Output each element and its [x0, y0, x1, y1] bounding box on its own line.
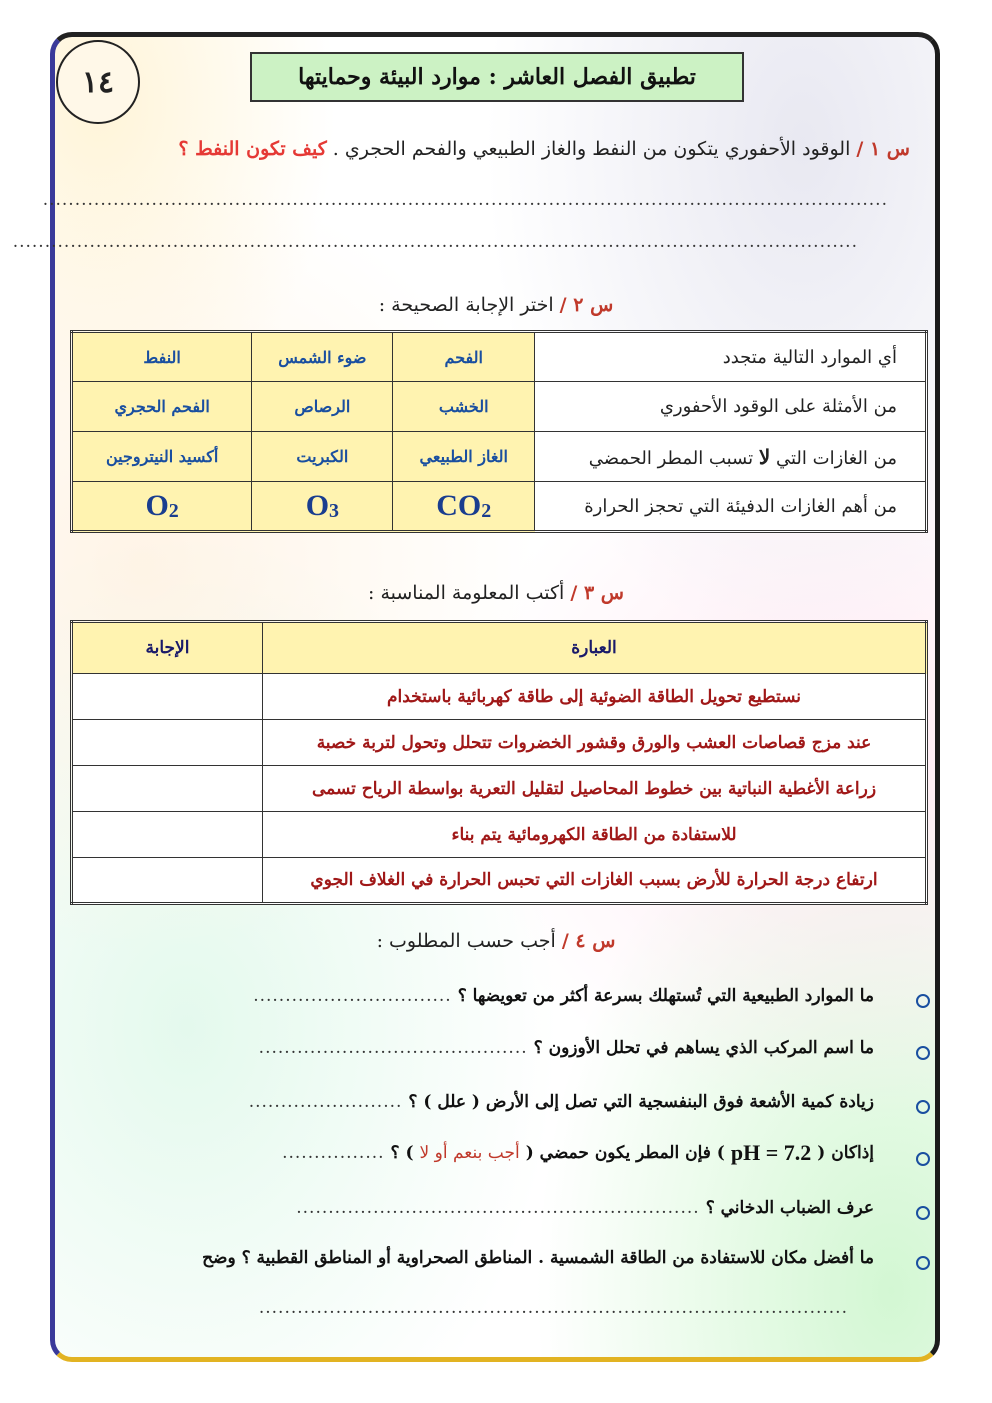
mc-option[interactable]: الخشب	[393, 382, 535, 432]
q4-item-text: عرف الضباب الدخاني ؟	[705, 1198, 874, 1218]
table-row	[72, 332, 927, 382]
question-2-text: اختر الإجابة الصحيحة :	[378, 294, 554, 316]
answer-cell[interactable]	[72, 812, 263, 858]
list-item	[253, 986, 874, 1006]
answer-line: ....................................................................................................................................	[42, 190, 888, 210]
answer-header: الإجابة	[72, 622, 263, 674]
table-row	[72, 674, 927, 720]
table-row	[72, 766, 927, 812]
statement-cell: للاستفادة من الطاقة الكهرومائية يتم بناء	[263, 812, 927, 858]
list-item	[202, 1248, 874, 1268]
mc-question: من الأمثلة على الوقود الأحفوري	[535, 382, 927, 432]
ph-formula: pH = 7.2	[730, 1140, 812, 1165]
table-row	[72, 858, 927, 904]
mc-question-pre: من الغازات التي	[776, 447, 897, 469]
bullet-icon	[916, 1046, 930, 1060]
q4-item-text: ما أفضل مكان للاستفادة من الطاقة الشمسية . المناطق الصحراوية أو المناطق القطبية ؟ وضح	[202, 1248, 874, 1268]
mc-option[interactable]: الرصاص	[252, 382, 393, 432]
mc-question-bold: لا	[758, 444, 771, 469]
question-1-label: س ١ /	[856, 138, 910, 160]
mc-option[interactable]: النفط	[72, 332, 252, 382]
question-1	[178, 138, 910, 160]
q4-item-post: ) ؟	[390, 1143, 414, 1163]
statement-cell: نستطيع تحويل الطاقة الضوئية إلى طاقة كهربائية باستخدام	[263, 674, 927, 720]
answer-line[interactable]: ........................	[248, 1092, 403, 1112]
multiple-choice-table	[70, 330, 928, 533]
question-2	[0, 294, 992, 316]
statement-cell: عند مزج قصاصات العشب والورق وقشور الخضروات تتحلل وتحول لتربة خصبة	[263, 720, 927, 766]
answer-cell[interactable]	[72, 858, 263, 904]
mc-option[interactable]: الكبريت	[252, 432, 393, 482]
answer-line[interactable]: ................	[282, 1143, 385, 1163]
statement-cell: زراعة الأغطية النباتية بين خطوط المحاصيل لتقليل التعرية بواسطة الرياح تسمى	[263, 766, 927, 812]
list-item	[296, 1198, 874, 1218]
answer-cell[interactable]	[72, 766, 263, 812]
question-1-highlight: كيف تكون النفط ؟	[178, 138, 327, 160]
mc-question: من أهم الغازات الدفيئة التي تحجز الحرارة	[535, 482, 927, 532]
question-1-text: الوقود الأحفوري يتكون من النفط والغاز الطبيعي والفحم الحجري .	[332, 138, 851, 160]
question-3	[0, 582, 992, 604]
q4-item-text: ما اسم المركب الذي يساهم في تحلل الأوزون ؟	[533, 1038, 874, 1058]
fill-info-table	[70, 620, 928, 905]
answer-line[interactable]: ...............................................................	[296, 1198, 700, 1218]
question-3-text: أكتب المعلومة المناسبة :	[368, 582, 565, 604]
answer-cell[interactable]	[72, 720, 263, 766]
mc-question-post: تسبب المطر الحمضي	[588, 447, 754, 469]
mc-option[interactable]: الفحم الحجري	[72, 382, 252, 432]
table-row	[72, 382, 927, 432]
answer-line: ....................................................................................................................................	[12, 232, 858, 252]
q4-item-pre: إذاكان (	[817, 1143, 874, 1163]
bullet-icon	[916, 1152, 930, 1166]
bullet-icon	[916, 1256, 930, 1270]
mc-option[interactable]: ضوء الشمس	[252, 332, 393, 382]
question-4	[0, 930, 992, 952]
question-3-label: س ٣ /	[570, 582, 624, 604]
table-row	[72, 720, 927, 766]
mc-question: أي الموارد التالية متجدد	[535, 332, 927, 382]
mc-option-formula[interactable]: $O_2$	[72, 482, 252, 532]
table-row	[72, 812, 927, 858]
list-item	[282, 1140, 874, 1166]
answer-line[interactable]: ...............................	[253, 986, 452, 1006]
bullet-icon	[916, 994, 930, 1008]
page-number: ١٤	[56, 40, 140, 124]
q4-item-hint: أجب بنعم أو لا	[419, 1143, 520, 1163]
q4-item-text: ما الموارد الطبيعية التي تُستهلك بسرعة أكثر من تعويضها ؟	[457, 986, 874, 1006]
statement-cell: ارتفاع درجة الحرارة للأرض بسبب الغازات التي تحبس الحرارة في الغلاف الجوي	[263, 858, 927, 904]
statement-header: العبارة	[263, 622, 927, 674]
mc-option[interactable]: أكسيد النيتروجين	[72, 432, 252, 482]
q4-item-text: زيادة كمية الأشعة فوق البنفسجية التي تصل إلى الأرض ( علل ) ؟	[408, 1092, 874, 1112]
bullet-icon	[916, 1100, 930, 1114]
question-4-label: س ٤ /	[561, 930, 616, 952]
q4-item-mid: ) فإن المطر يكون حمضي (	[525, 1143, 725, 1163]
mc-option[interactable]: الفحم	[393, 332, 535, 382]
mc-option-formula[interactable]: $O_3$	[252, 482, 393, 532]
list-item	[249, 1092, 874, 1112]
answer-cell[interactable]	[72, 674, 263, 720]
table-row	[72, 482, 927, 532]
mc-question	[535, 432, 927, 482]
mc-option-formula[interactable]: $CO_2$	[393, 482, 535, 532]
table-row	[72, 432, 927, 482]
question-4-text: أجب حسب المطلوب :	[376, 930, 556, 952]
bullet-icon	[916, 1206, 930, 1220]
mc-option[interactable]: الغاز الطبيعي	[393, 432, 535, 482]
answer-line[interactable]: ............................................................................................	[258, 1298, 848, 1318]
table-header-row	[72, 622, 927, 674]
list-item	[259, 1038, 874, 1058]
answer-line[interactable]: ..........................................	[258, 1038, 528, 1058]
page-title: تطبيق الفصل العاشر : موارد البيئة وحمايتها	[250, 52, 744, 102]
question-2-label: س ٢ /	[559, 294, 614, 316]
